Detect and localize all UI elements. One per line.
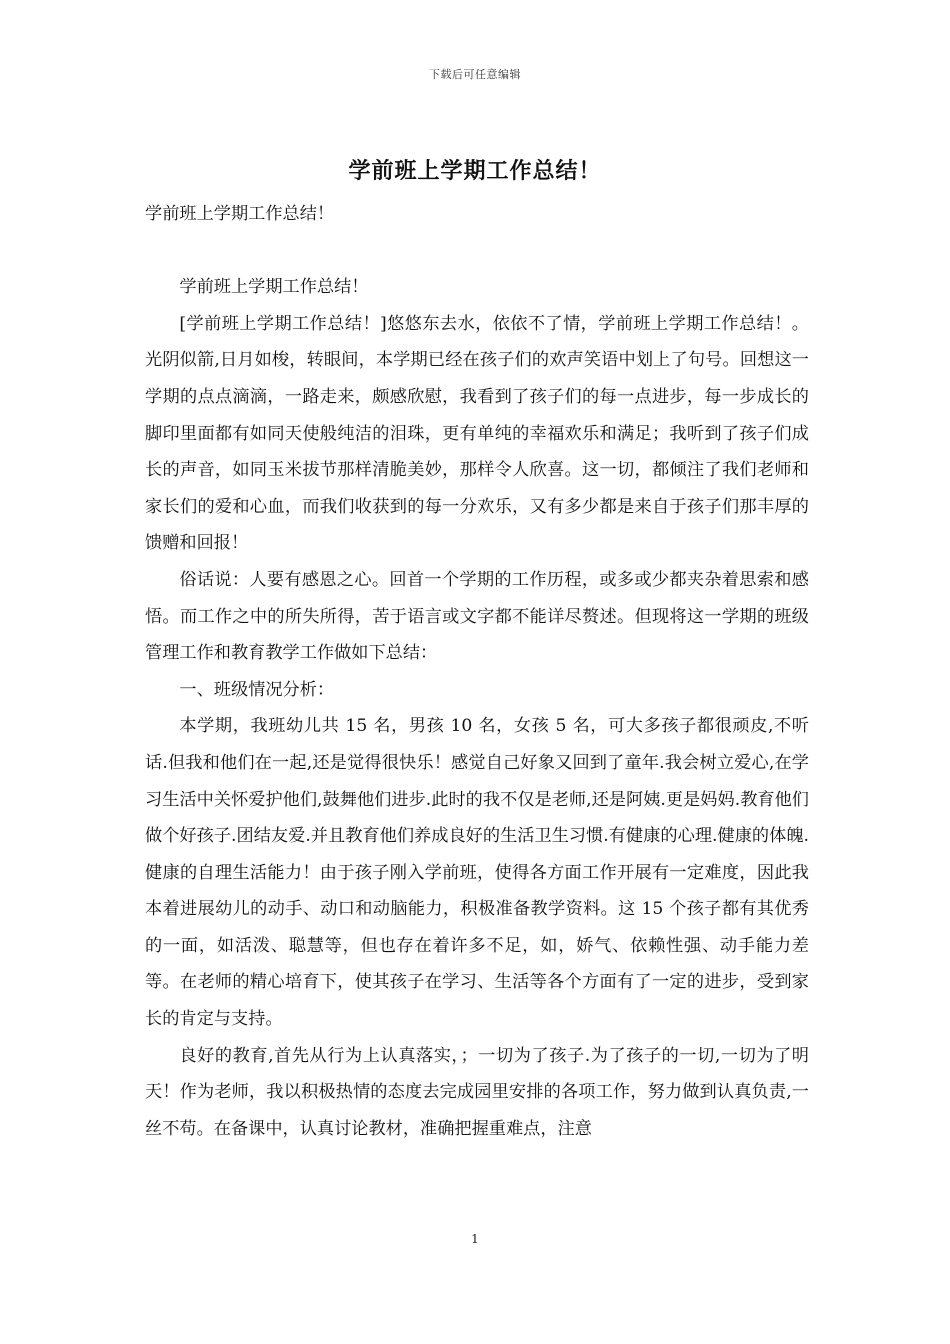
- paragraph-saying: 俗话说：人要有感恩之心。回首一个学期的工作历程，或多或少都夹杂着思索和感悟。而工作之中的所失所得，苦于语言或文字都不能详尽赘述。但现将这一学期的班级管理工作和教育教学工作做如下总结：: [145, 569, 809, 664]
- paragraph-good-education: 良好的教育,首先从行为上认真落实，；一切为了孩子.为了孩子的一切,一切为了明天！作为老师，我以积极热情的态度去完成园里安排的各项工作，努力做到认真负责,一丝不苟。在备课中，认真讨论教材，准确把握重难点，注意: [145, 1045, 809, 1139]
- paragraph-intro: [学前班上学期工作总结！]悠悠东去水，依依不了情，学前班上学期工作总结！。光阴似箭,日月如梭，转眼间，本学期已经在孩子们的欢声笑语中划上了句号。回想这一学期的点点滴滴，一路走来，颇感欣慰，我看到了孩子们的每一点进步，每一步成长的脚印里面都有如同天使般纯洁的泪珠，更有单纯的幸福欢乐和满足；我听到了孩子们成长的声音，如同玉米拔节那样清脆美妙，那样令人欣喜。这一切，都倾注了我们老师和家长们的爱和心血，而我们收获到的每一分欢乐，又有多少都是来自于孩子们那丰厚的馈赠和回报！: [145, 313, 809, 554]
- page-number: 1: [471, 1232, 479, 1246]
- document-body: [145, 196, 809, 1147]
- subtitle-line: 学前班上学期工作总结！: [145, 204, 335, 224]
- blank-line: [145, 233, 809, 270]
- paragraph-class-analysis: 本学期，我班幼儿共 15 名，男孩 10 名，女孩 5 名，可大多孩子都很顽皮,不听话.但我和他们在一起,还是觉得很快乐！感觉自己好象又回到了童年.我会树立爱心,在学习生活中关怀爱护他们,鼓舞他们进步.此时的我不仅是老师,还是阿姨.更是妈妈.教育他们做个好孩子.团结友爱.并且教育他们养成良好的生活卫生习惯.有健康的心理.健康的体魄.健康的自理生活能力！由于孩子刚入学前班，使得各方面工作开展有一定难度，因此我本着进展幼儿的动手、动口和动脑能力，积极准备教学资料。这 15 个孩子都有其优秀的一面，如活泼、聪慧等，但也存在着许多不足，如，娇气、依赖性强、动手能力差等。在老师的精心培育下，使其孩子在学习、生活等各个方面有了一定的进步，受到家长的肯定与支持。: [145, 716, 809, 1030]
- header-note: 下载后可任意编辑: [429, 68, 521, 81]
- document-title: 学前班上学期工作总结！: [348, 158, 602, 184]
- paragraph-heading: 学前班上学期工作总结！: [179, 277, 369, 298]
- section-heading-class-analysis: 一、班级情况分析：: [179, 679, 335, 700]
